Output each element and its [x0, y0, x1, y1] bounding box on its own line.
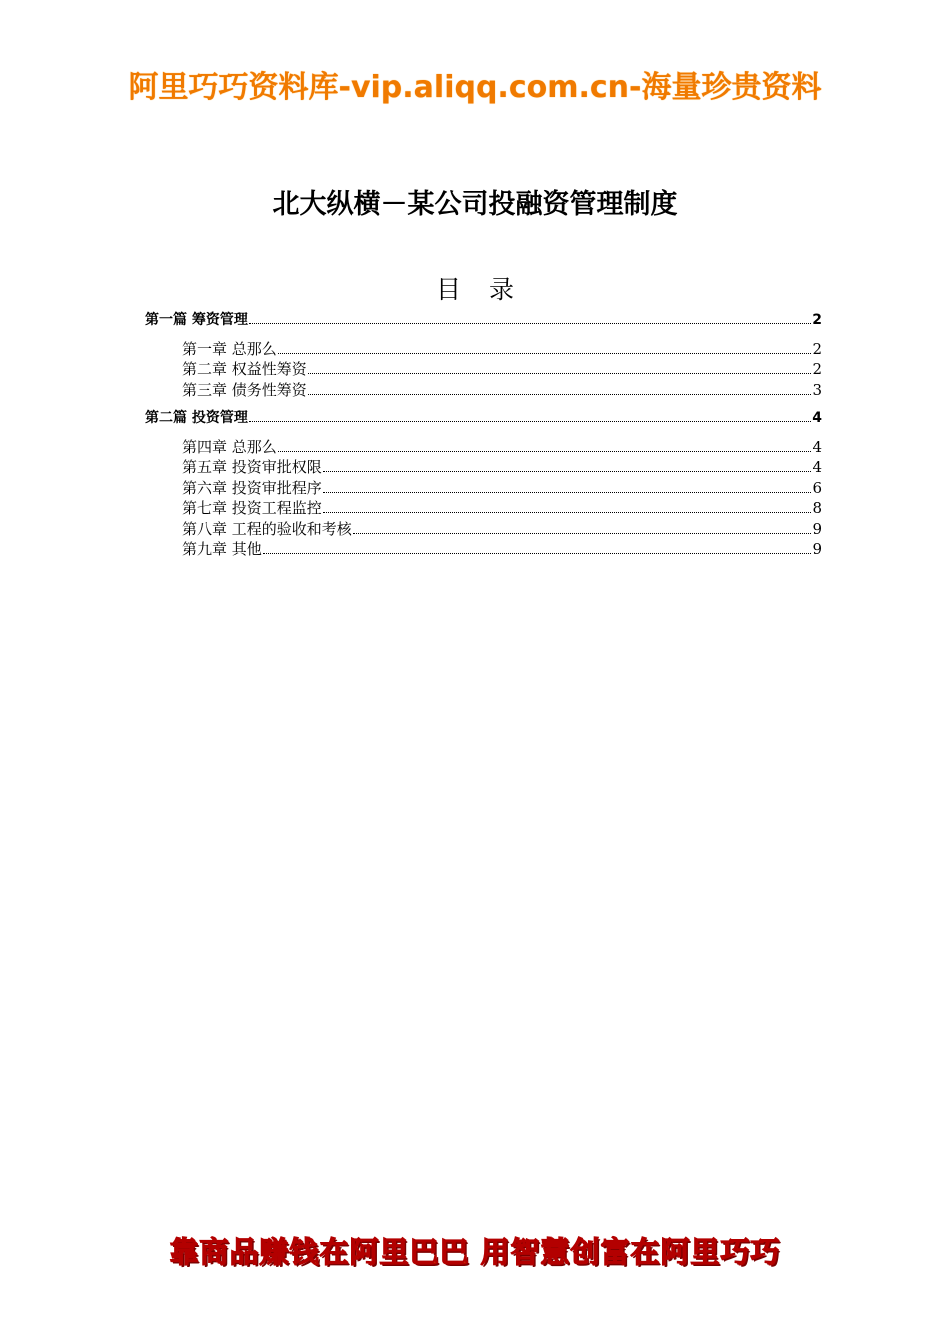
toc-chapter-1[interactable] — [145, 339, 822, 360]
toc-leader — [323, 491, 812, 493]
toc-leader — [249, 420, 811, 422]
toc-leader — [249, 322, 811, 324]
toc-chapter-6[interactable] — [145, 478, 822, 499]
toc-leader — [308, 372, 812, 374]
toc-page-number: 2 — [812, 339, 822, 358]
toc-heading: 目录 — [435, 275, 542, 304]
toc-label: 第二章 权益性筹资 — [182, 360, 307, 378]
toc-leader — [278, 450, 812, 452]
toc-page-number: 4 — [812, 458, 822, 476]
table-of-contents — [145, 308, 822, 560]
toc-label: 第四章 总那么 — [182, 437, 277, 456]
toc-part-2[interactable] — [145, 408, 822, 429]
toc-label: 第一章 总那么 — [182, 339, 277, 358]
toc-leader — [263, 552, 812, 554]
toc-label: 第七章 投资工程监控 — [182, 499, 322, 517]
toc-page-number: 6 — [812, 478, 822, 497]
toc-chapter-7[interactable] — [145, 498, 822, 519]
toc-page-number: 4 — [812, 437, 822, 456]
toc-leader — [278, 352, 812, 354]
toc-label: 第六章 投资审批程序 — [182, 478, 322, 497]
toc-label: 第九章 其他 — [182, 540, 262, 558]
toc-chapter-4[interactable] — [145, 437, 822, 458]
toc-leader — [323, 470, 812, 472]
toc-leader — [308, 393, 812, 395]
toc-page-number: 2 — [812, 312, 822, 328]
toc-page-number: 2 — [812, 360, 822, 378]
toc-chapter-2[interactable] — [145, 359, 822, 380]
toc-page-number: 9 — [812, 519, 822, 538]
toc-chapter-8[interactable] — [145, 519, 822, 540]
toc-page-number: 4 — [812, 410, 822, 426]
toc-page-number: 8 — [812, 499, 822, 517]
toc-label: 第八章 工程的验收和考核 — [182, 519, 352, 538]
toc-part-1[interactable] — [145, 310, 822, 331]
header-banner: 阿里巧巧资料库-vip.aliqq.com.cn-海量珍贵资料 — [128, 70, 822, 105]
toc-label: 第三章 债务性筹资 — [182, 380, 307, 399]
toc-chapter-9[interactable] — [145, 539, 822, 560]
toc-chapter-3[interactable] — [145, 380, 822, 401]
toc-leader — [353, 532, 812, 534]
toc-chapter-5[interactable] — [145, 457, 822, 478]
toc-label: 第一篇 筹资管理 — [145, 312, 248, 328]
toc-page-number: 3 — [812, 380, 822, 399]
toc-leader — [323, 511, 812, 513]
toc-label: 第二篇 投资管理 — [145, 410, 248, 426]
toc-page-number: 9 — [812, 540, 822, 558]
document-title: 北大纵横－某公司投融资管理制度 — [272, 189, 678, 220]
toc-label: 第五章 投资审批权限 — [182, 458, 322, 476]
footer-banner: 靠商品赚钱在阿里巴巴 用智慧创富在阿里巧巧 — [169, 1235, 781, 1269]
